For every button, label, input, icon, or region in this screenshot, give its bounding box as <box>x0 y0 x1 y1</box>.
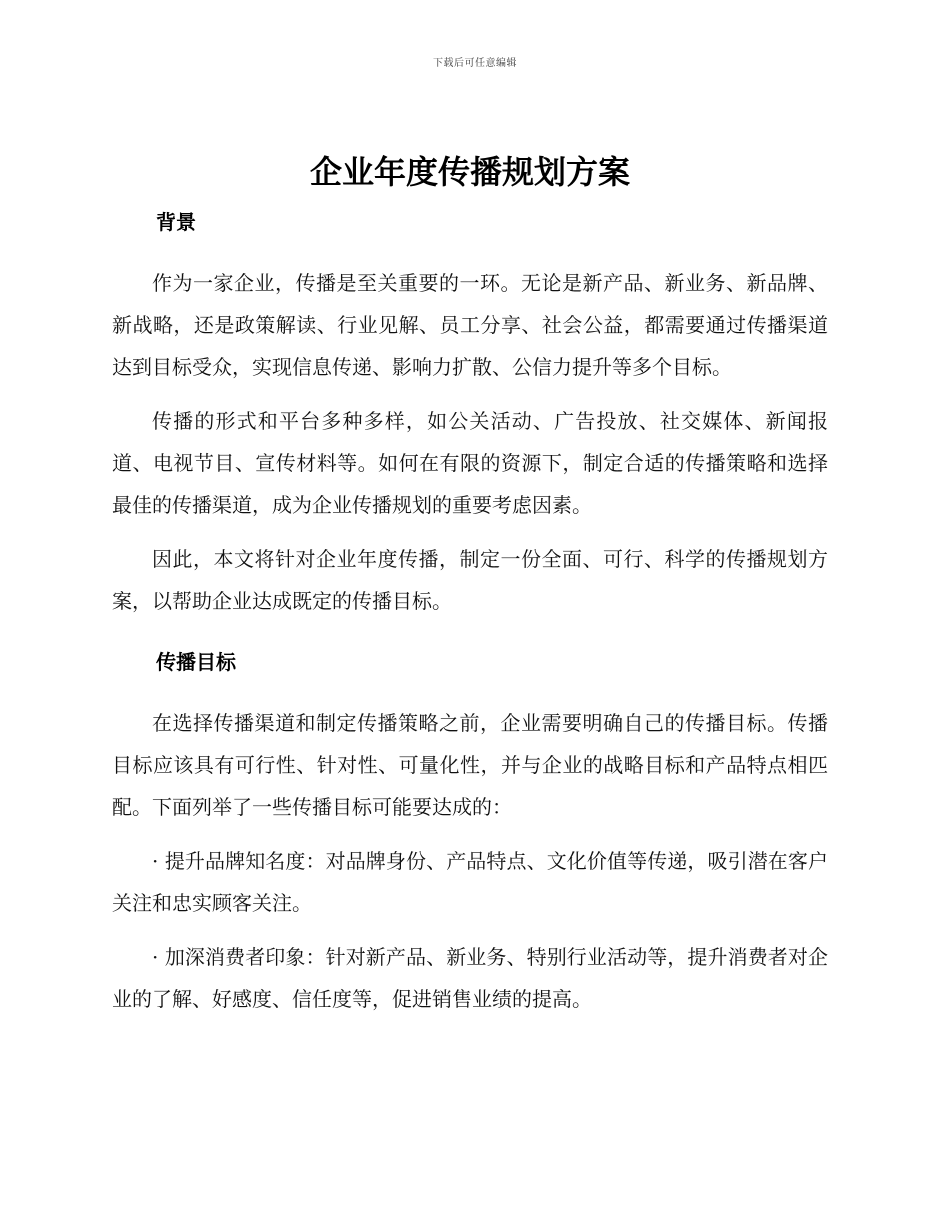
document-body <box>112 148 828 1020</box>
section-heading-background: 背景 <box>156 210 196 234</box>
paragraph: 在选择传播渠道和制定传播策略之前，企业需要明确自己的传播目标。传播目标应该具有可行性、针对性、可量化性，并与企业的战略目标和产品特点相匹配。下面列举了一些传播目标可能要达成的： <box>112 711 828 819</box>
paragraph: 作为一家企业，传播是至关重要的一环。无论是新产品、新业务、新品牌、新战略，还是政策解读、行业见解、员工分享、社会公益，都需要通过传播渠道达到目标受众，实现信息传递、影响力扩散、公信力提升等多个目标。 <box>112 271 828 379</box>
paragraph: 传播的形式和平台多种多样，如公关活动、广告投放、社交媒体、新闻报道、电视节目、宣传材料等。如何在有限的资源下，制定合适的传播策略和选择最佳的传播渠道，成为企业传播规划的重要考虑因素。 <box>112 409 828 517</box>
header-note: 下载后可任意编辑 <box>433 58 517 69</box>
paragraph: 因此，本文将针对企业年度传播，制定一份全面、可行、科学的传播规划方案，以帮助企业达成既定的传播目标。 <box>112 547 828 613</box>
bullet-item: · 提升品牌知名度：对品牌身份、产品特点、文化价值等传递，吸引潜在客户关注和忠实顾客关注。 <box>112 849 828 915</box>
document-title: 企业年度传播规划方案 <box>309 153 630 191</box>
bullet-item: · 加深消费者印象：针对新产品、新业务、特别行业活动等，提升消费者对企业的了解、好感度、信任度等，促进销售业绩的提高。 <box>112 945 828 1011</box>
section-heading-goals: 传播目标 <box>156 650 236 674</box>
